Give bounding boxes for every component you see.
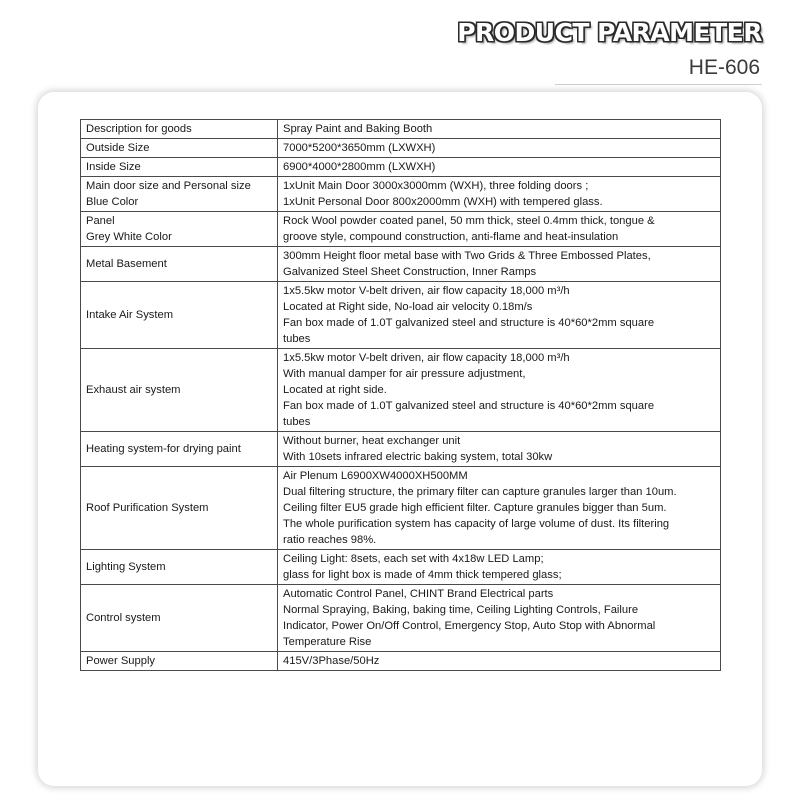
parameter-value: With 10sets infrared electric baking system, total 30kw bbox=[283, 451, 553, 463]
parameter-value: Without burner, heat exchanger unit bbox=[283, 435, 461, 447]
table-row bbox=[81, 585, 721, 652]
parameter-name-cell bbox=[81, 120, 278, 139]
parameter-value: 7000*5200*3650mm (LXWXH) bbox=[283, 142, 436, 154]
parameter-value: 1x5.5kw motor V-belt driven, air flow capacity 18,000 m³/h bbox=[283, 352, 570, 364]
parameter-value: Galvanized Steel Sheet Construction, Inner Ramps bbox=[283, 266, 537, 278]
parameter-value: 1xUnit Main Door 3000x3000mm (WXH), three folding doors ; bbox=[283, 180, 589, 192]
parameter-value: 415V/3Phase/50Hz bbox=[283, 655, 380, 667]
table-row bbox=[81, 158, 721, 177]
table-row bbox=[81, 247, 721, 282]
parameter-value-cell bbox=[278, 247, 721, 282]
parameter-value: With manual damper for air pressure adjustment, bbox=[283, 368, 526, 380]
product-parameter-table-body bbox=[81, 120, 721, 671]
table-row bbox=[81, 349, 721, 432]
parameter-name: Description for goods bbox=[86, 123, 192, 135]
parameter-name: Intake Air System bbox=[86, 309, 174, 321]
table-row bbox=[81, 432, 721, 467]
parameter-value: groove style, compound construction, anti-flame and heat-insulation bbox=[283, 231, 619, 243]
parameter-value-cell bbox=[278, 550, 721, 585]
parameter-value: Normal Spraying, Baking, baking time, Ceiling Lighting Controls, Failure bbox=[283, 604, 639, 616]
parameter-name-cell bbox=[81, 467, 278, 550]
parameter-name-cell bbox=[81, 177, 278, 212]
parameter-value: tubes bbox=[283, 333, 311, 345]
table-row bbox=[81, 177, 721, 212]
parameter-value-cell bbox=[278, 158, 721, 177]
parameter-value-cell bbox=[278, 282, 721, 349]
page-title: PRODUCT PARAMETER bbox=[457, 18, 762, 47]
parameter-name-cell bbox=[81, 282, 278, 349]
parameter-name: Control system bbox=[86, 612, 161, 624]
parameter-name-cell bbox=[81, 139, 278, 158]
parameter-name-cell bbox=[81, 652, 278, 671]
parameter-name-cell bbox=[81, 349, 278, 432]
parameter-name: Blue Color bbox=[86, 196, 139, 208]
parameter-value-cell bbox=[278, 212, 721, 247]
parameter-value-cell bbox=[278, 432, 721, 467]
parameter-value: 1xUnit Personal Door 800x2000mm (WXH) with tempered glass. bbox=[283, 196, 603, 208]
parameter-value: Automatic Control Panel, CHINT Brand Electrical parts bbox=[283, 588, 554, 600]
parameter-value: Air Plenum L6900XW4000XH500MM bbox=[283, 470, 468, 482]
table-row bbox=[81, 550, 721, 585]
parameter-name-cell bbox=[81, 247, 278, 282]
parameter-value: Fan box made of 1.0T galvanized steel and structure is 40*60*2mm square bbox=[283, 400, 655, 412]
model-number: HE-606 bbox=[688, 56, 760, 79]
table-row bbox=[81, 120, 721, 139]
parameter-value-cell bbox=[278, 120, 721, 139]
parameter-name: Outside Size bbox=[86, 142, 150, 154]
table-row bbox=[81, 139, 721, 158]
table-row bbox=[81, 652, 721, 671]
parameter-value-cell bbox=[278, 139, 721, 158]
parameter-name-cell bbox=[81, 432, 278, 467]
parameter-name: Lighting System bbox=[86, 561, 166, 573]
parameter-name: Roof Purification System bbox=[86, 502, 209, 514]
header-divider bbox=[555, 84, 762, 85]
parameter-value: Temperature Rise bbox=[283, 636, 372, 648]
parameter-value: Fan box made of 1.0T galvanized steel and structure is 40*60*2mm square bbox=[283, 317, 655, 329]
parameter-value: Dual filtering structure, the primary filter can capture granules larger than 10um. bbox=[283, 486, 677, 498]
parameter-value: 6900*4000*2800mm (LXWXH) bbox=[283, 161, 436, 173]
parameter-value: 1x5.5kw motor V-belt driven, air flow capacity 18,000 m³/h bbox=[283, 285, 570, 297]
parameter-value-cell bbox=[278, 467, 721, 550]
parameter-value-cell bbox=[278, 585, 721, 652]
parameter-value: glass for light box is made of 4mm thick tempered glass; bbox=[283, 569, 562, 581]
parameter-value: Rock Wool powder coated panel, 50 mm thick, steel 0.4mm thick, tongue & bbox=[283, 215, 655, 227]
parameter-value: Ceiling Light: 8sets, each set with 4x18w LED Lamp; bbox=[283, 553, 544, 565]
parameter-value: Ceiling filter EU5 grade high efficient filter. Capture granules bigger than 5um. bbox=[283, 502, 667, 514]
parameter-name-cell bbox=[81, 585, 278, 652]
table-row bbox=[81, 467, 721, 550]
parameter-name: Main door size and Personal size bbox=[86, 180, 251, 192]
parameter-value: Located at right side. bbox=[283, 384, 387, 396]
parameter-name-cell bbox=[81, 212, 278, 247]
parameter-name-cell bbox=[81, 550, 278, 585]
parameter-value: Located at Right side, No-load air velocity 0.18m/s bbox=[283, 301, 533, 313]
parameter-name: Inside Size bbox=[86, 161, 141, 173]
parameter-name: Grey White Color bbox=[86, 231, 172, 243]
parameter-value-cell bbox=[278, 177, 721, 212]
product-parameter-table bbox=[80, 119, 721, 671]
parameter-name: Panel bbox=[86, 215, 115, 227]
parameter-value: Indicator, Power On/Off Control, Emergency Stop, Auto Stop with Abnormal bbox=[283, 620, 656, 632]
parameter-value-cell bbox=[278, 349, 721, 432]
parameter-name: Exhaust air system bbox=[86, 384, 181, 396]
parameter-value: ratio reaches 98%. bbox=[283, 534, 377, 546]
parameter-value-cell bbox=[278, 652, 721, 671]
table-row bbox=[81, 282, 721, 349]
parameter-name: Heating system-for drying paint bbox=[86, 443, 241, 455]
table-row bbox=[81, 212, 721, 247]
parameter-name: Metal Basement bbox=[86, 258, 167, 270]
parameter-name-cell bbox=[81, 158, 278, 177]
parameter-value: 300mm Height floor metal base with Two Grids & Three Embossed Plates, bbox=[283, 250, 651, 262]
parameter-value: Spray Paint and Baking Booth bbox=[283, 123, 433, 135]
parameter-value: The whole purification system has capacity of large volume of dust. Its filtering bbox=[283, 518, 670, 530]
parameter-value: tubes bbox=[283, 416, 311, 428]
parameter-name: Power Supply bbox=[86, 655, 156, 667]
